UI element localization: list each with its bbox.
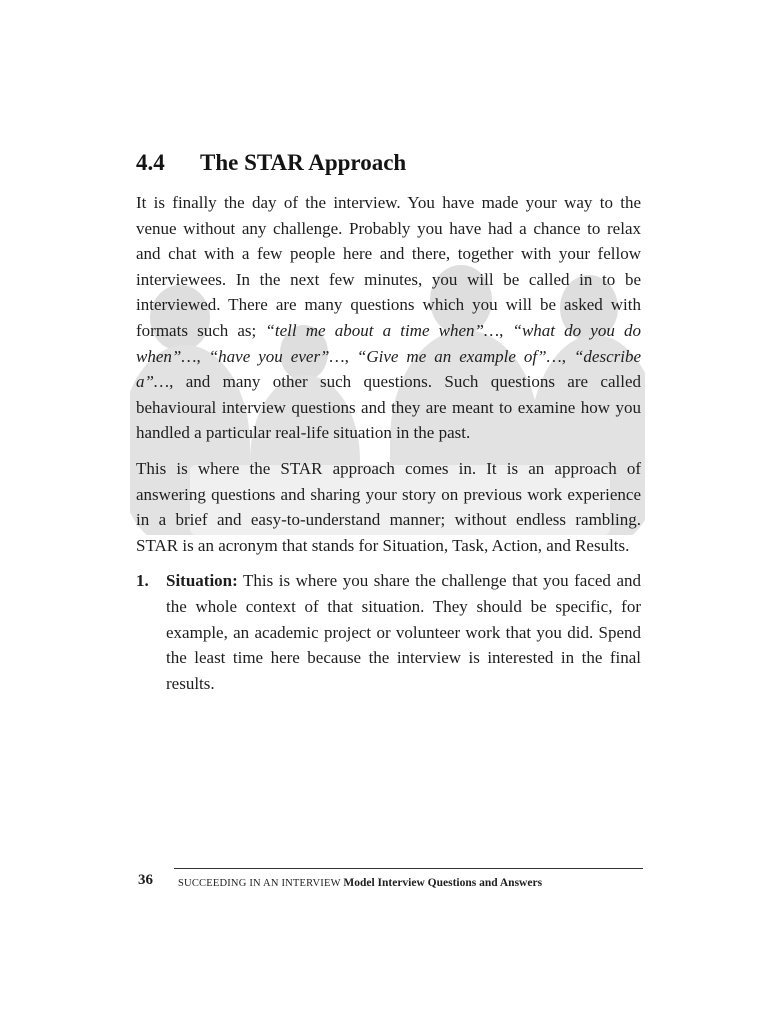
paragraph-intro bbox=[136, 190, 641, 446]
section-number: 4.4 bbox=[136, 150, 165, 175]
paragraph-star: This is where the STAR approach comes in. It is an approach of answering questions and sharing your story on previous work experience in a brief and easy-to-understand manner; without endless rambling. STAR is an acronym that stands for Situation, Task, Action, and Results. bbox=[136, 458, 641, 555]
list-number: 1. bbox=[136, 571, 149, 591]
example-question: “describe a”… bbox=[136, 346, 641, 392]
running-title bbox=[178, 877, 542, 889]
page-content bbox=[136, 150, 641, 696]
list-text bbox=[166, 568, 641, 696]
list-term: Situation: bbox=[166, 571, 238, 591]
list-description: This is where you share the challenge that you faced and the whole context of that situation. They should be specific, for example, an academic project or volunteer work that you did. Spend the least time here because the interview is interested in the final results. bbox=[166, 571, 641, 693]
example-question: “have you ever”… bbox=[208, 346, 345, 366]
example-question: “what do you do when”… bbox=[136, 320, 641, 366]
paragraph-text: , and many other such questions. Such questions are called behavioural interview questions and they are meant to examine how you handled a particular real-life situation in the past. bbox=[136, 372, 641, 443]
book-subtitle: Model Interview Questions and Answers bbox=[343, 877, 543, 889]
book-title: SUCCEEDING IN AN INTERVIEW bbox=[178, 878, 341, 889]
separator: , bbox=[499, 320, 513, 340]
example-question: “tell me about a time when”… bbox=[265, 320, 500, 340]
star-list bbox=[136, 568, 641, 696]
page-number: 36 bbox=[138, 872, 153, 888]
separator: , bbox=[561, 346, 574, 366]
list-item-situation bbox=[136, 568, 641, 696]
section-heading bbox=[136, 150, 641, 176]
separator: , bbox=[196, 346, 209, 366]
example-question: “Give me an example of”… bbox=[356, 346, 562, 366]
footer-rule bbox=[174, 868, 643, 869]
paragraph-text: It is finally the day of the interview. You have made your way to the venue without any challenge. Probably you have had a chance to relax and chat with a few people here and there, together with your fellow interviewees. In the next few minutes, you will be called in to be interviewed. There are many questions which you will be asked with formats such as; bbox=[136, 193, 641, 340]
separator: , bbox=[344, 346, 357, 366]
section-title: The STAR Approach bbox=[200, 150, 407, 175]
